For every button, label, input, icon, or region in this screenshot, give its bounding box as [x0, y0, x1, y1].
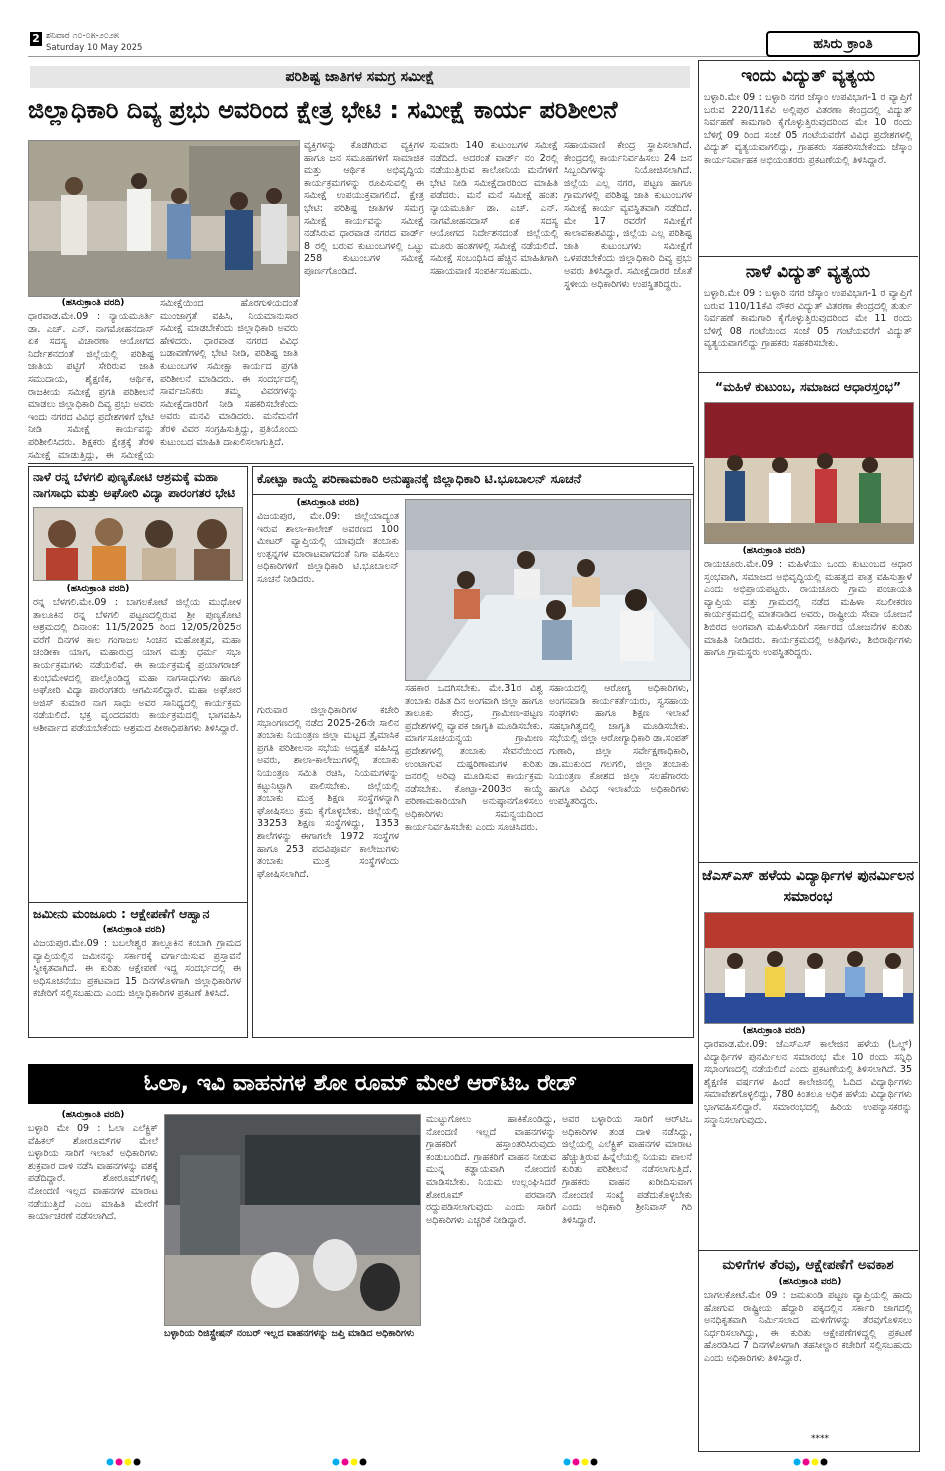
shops-credit: (ಹಸಿರುಕ್ರಾಂತಿ ವರದಿ): [778, 1277, 842, 1287]
kotpa-column-2: ಸಹಕಾರ ಒದಗಿಸಬೇಕು. ಮೇ.31ರ ವಿಶ್ವ ತಂಬಾಕು ರಹಿತ ದಿನ ಅಂಗವಾಗಿ ಜಿಲ್ಲಾ ಹಾಗೂ ತಾಲೂಕು ಕೇಂದ್ರ, ಗ್ರಾಮೀಣ-ಪಟ್ಟಣ ಪ್ರದೇಶಗಳಲ್ಲಿ ವ್ಯಾಪಕ ಜಾಗೃತಿ ಮೂಡಿಸಬೇಕು. ಮಾರ್ಗಸೂಚಿಯನ್ವಯ ಗ್ರಾಮೀಣ ಪ್ರದೇಶಗಳಲ್ಲಿ ತಂಬಾಕು ಸೇವನೆಯಿಂದ ಉಂಟಾಗುವ ದುಷ್ಪರಿಣಾಮಗಳ ಕುರಿತು ಜನರಲ್ಲಿ ಅರಿವು ಮೂಡಿಸುವ ಕಾರ್ಯಕ್ರಮ ನಡೆಸಬೇಕು. ಕೋಟ್ಪಾ-2003ರ ಕಾಯ್ದೆ ಪರಿಣಾಮಕಾರಿಯಾಗಿ ಅನುಷ್ಠಾನಗೊಳಿಸಲು ಅಧಿಕಾರಿಗಳು ಸಮನ್ವಯದಿಂದ ಕಾರ್ಯನಿರ್ವಹಿಸಬೇಕು ಎಂದು ಸೂಚಿಸಿದರು.: [405, 683, 543, 833]
kotpa-lead-body: ವಿಜಯಪುರ, ಮೇ.09: ಜಿಲ್ಲೆಯಾದ್ಯಂತ ಇರುವ ಶಾಲಾ-ಕಾಲೇಜ್ ಅವರಣದ 100 ಮೀಟರ್ ವ್ಯಾಪ್ತಿಯಲ್ಲಿ ಯಾವುದೇ ತಂಬಾಕು ಉತ್ಪನ್ನಗಳ ಮಾರಾಟವಾಗದಂತೆ ನಿಗಾ ವಹಿಸಲು ಅಧಿಕಾರಿಗಳಿಗೆ ಜಿಲ್ಲಾಧಿಕಾರಿ ಟಿ.ಭೂಬಾಲನ್ ಸೂಚನೆ ನೀಡಿದರು.: [257, 511, 399, 585]
power1-body: ಬಳ್ಳಾರಿ.ಮೇ 09 : ಬಳ್ಳಾರಿ ನಗರ ಜೆಸ್ಕಾಂ ಉಪವಿಭಾಗ-1 ರ ವ್ಯಾಪ್ತಿಗೆ ಬರುವ 220/11ಕೆವಿ ಅಲ್ಲಿಪುರ ವಿತರಣಾ ಕೇಂದ್ರದಲ್ಲಿ ವಿದ್ಯುತ್ ನಿರ್ವಹಣೆ ಕಾಮಗಾರಿ ಕೈಗೊಳ್ಳುತ್ತಿರುವುದರಿಂದ ಮೇ 10 ರಂದು ಬೆಳಿಗ್ಗೆ 09 ರಿಂದ ಸಂಜೆ 05 ಗಂಟೆಯವರೆಗೆ ವಿವಿಧ ಪ್ರದೇಶಗಳಲ್ಲಿ ವಿದ್ಯುತ್ ವ್ಯತ್ಯಯವಾಗಲಿದ್ದು, ಗ್ರಾಹಕರು ಸಹಕರಿಸಬೇಕೆಂದು ಜೆಸ್ಕಾಂ ಕಾರ್ಯನಿರ್ವಾಹಕ ಅಭಿಯಂತರರು ಪ್ರಕಟಣೆಯಲ್ಲಿ ತಿಳಿಸಿದ್ದಾರೆ.: [704, 92, 912, 166]
ola-caption: ಬಳ್ಳಾರಿಯ ರಿಜಿಸ್ಟ್ರೇಷನ್ ನಂಬರ್ ಇಲ್ಲದ ವಾಹನಗಳನ್ನು ಜಪ್ತಿ ಮಾಡಿದ ಅಧಿಕಾರಿಗಳು: [164, 1328, 415, 1339]
rana-body: ರನ್ನ ಬೆಳಗಲಿ.ಮೇ.09 : ಬಾಗಲಕೋಟೆ ಜಿಲ್ಲೆಯ ಮುಧೋಳ ತಾಲೂಕಿನ ರನ್ನ ಬೆಳಗಲಿ ಪಟ್ಟಣದಲ್ಲಿರುವ ಶ್ರೀ ಪುಣ್ಯಕೋಟಿ ಆಶ್ರಮದಲ್ಲಿ ದಿನಾಂಕ: 11/5/2025 ರಿಂದ 12/05/2025ರ ವರೆಗೆ ದಿನಗಳ ಕಾಲ ಗಂಗಾಜಲ ಸಿಂಚನ ಮಹೋತ್ಸವ, ಮಹಾ ಚಂಡೀಕಾ ಯಾಗ, ಮಹಾರುದ್ರ ಯಾಗ ಮತ್ತು ಧರ್ಮ ಸಭಾ ಕಾರ್ಯಕ್ರಮಗಳು ನಡೆಯಲಿವೆ. ಈ ಕಾರ್ಯಕ್ರಮಕ್ಕೆ ಪ್ರಯಾಗರಾಜ್ ಕುಂಭಮೇಳದಲ್ಲಿ ಪಾಲ್ಗೊಂಡಿದ್ದ ಮಹಾ ನಾಗಸಾಧುಗಳು ಹಾಗೂ ಅಘೋರಿ ವಿದ್ಯಾ ಪಾರಂಗತರು ಆಗಮಿಸಲಿದ್ದಾರೆ. ಮಹಾ ಅಘೋರ ಅಜಿಸ್ ಕುಮಾರ ನಾಗ ಸಾಧು ಅವರ ಸಾನಿಧ್ಯದಲ್ಲಿ ಕಾರ್ಯಕ್ರಮ ನಡೆಯಲಿದೆ. ಭಕ್ತ ವೃಂದದವರು ಕಾರ್ಯಕ್ರಮದಲ್ಲಿ ಭಾಗವಹಿಸಿ ಆಶೀರ್ವಾದ ಪಡೆಯಬೇಕೆಂದು ಆಶ್ರಮದ ಪೀಠಾಧಿಪತಿಗಳು ತಿಳಿಸಿದ್ದಾರೆ.: [33, 597, 241, 734]
power1-headline: ಇಂದು ವಿದ್ಯುತ್ ವ್ಯತ್ಯಯ: [741, 66, 875, 86]
registration-marks: [0, 1452, 945, 1462]
lead-column-3: ವ್ಯಕ್ತಿಗಳನ್ನು ಕೊಡಗಿರುವ ವ್ಯಕ್ತಿಗಳ ಹಾಗೂ ಜನ ಸಮೂಹಗಳಿಗೆ ಸಾಮಾಜಿಕ ಮತ್ತು ಆರ್ಥಿಕ ಅಭಿವೃದ್ಧಿಯ ಕಾರ್ಯಕ್ರಮಗಳನ್ನು ರೂಪಿಸುವಲ್ಲಿ ಈ ಸಮೀಕ್ಷೆ ಉಪಯುಕ್ತವಾಗಲಿದೆ. ಕ್ಷೇತ್ರ ಭೇಟಿ: ಪರಿಶಿಷ್ಟ ಜಾತಿಗಳ ಸಮಗ್ರ ಸಮೀಕ್ಷೆ ಕಾರ್ಯವನ್ನು ಸಮೀಕ್ಷೆ ನಡೆಸಿರುವ ಧಾರವಾಡ ನಗರದ ವಾರ್ಡ್ 8 ರಲ್ಲಿ ಬರುವ ಕುಟುಂಬಗಳಲ್ಲಿ ಒಟ್ಟು 258 ಕುಟುಂಬಗಳ ಸಮೀಕ್ಷೆ ಪೂರ್ಣಗೊಂಡಿದೆ.: [304, 140, 424, 277]
registration-dots: [0, 1457, 945, 1467]
family-credit: (ಹಸಿರುಕ್ರಾಂತಿ ವರದಿ): [742, 546, 806, 556]
page-number: 2: [30, 32, 42, 46]
masthead: ಹಸಿರು ಕ್ರಾಂತಿ: [766, 31, 920, 57]
date-english: Saturday 10 May 2025: [46, 43, 143, 53]
ola-photo: [164, 1114, 421, 1326]
kotpa-headline: ಕೋಟ್ಪಾ ಕಾಯ್ದೆ ಪರಿಣಾಮಕಾರಿ ಅನುಷ್ಠಾನಕ್ಕೆ ಜಿಲ್ಲಾಧಿಕಾರಿ ಟಿ.ಭೂಬಾಲನ್ ಸೂಚನೆ: [257, 471, 582, 486]
shops-body: ಬಾಗಲಕೋಟೆ.ಮೇ 09 : ಜಮಖಂಡಿ ಪಟ್ಟಣ ವ್ಯಾಪ್ತಿಯಲ್ಲಿ ಹಾದು ಹೋಗುವ ರಾಷ್ಟ್ರೀಯ ಹೆದ್ದಾರಿ ಪಕ್ಕದಲ್ಲಿನ ಸರ್ಕಾರಿ ಜಾಗದಲ್ಲಿ ಅನಧಿಕೃತವಾಗಿ ನಿರ್ಮಿಸಲಾದ ಮಳಿಗೆಗಳನ್ನು ತೆರವುಗೊಳಿಸಲು ನಿರ್ಧರಿಸಲಾಗಿದ್ದು, ಈ ಕುರಿತು ಆಕ್ಷೇಪಣೆಗಳಿದ್ದಲ್ಲಿ ಪ್ರಕಟಣೆ ಹೊರಡಿಸಿದ 7 ದಿನಗಳೊಳಗಾಗಿ ತಹಸೀಲ್ದಾರ ಕಚೇರಿಗೆ ಸಲ್ಲಿಸಬಹುದು ಎಂದು ಅಧಿಕಾರಿಗಳು ತಿಳಿಸಿದ್ದಾರೆ.: [704, 1290, 912, 1364]
rana-photo-image: [34, 508, 242, 580]
family-body: ರಾಯಚೂರು.ಮೇ.09 : ಮಹಿಳೆಯು ಒಂದು ಕುಟುಂಬದ ಆಧಾರ ಸ್ತಂಭವಾಗಿ, ಸಮಾಜದ ಅಭಿವೃದ್ಧಿಯಲ್ಲಿ ಮಹತ್ವದ ಪಾತ್ರ ವಹಿಸುತ್ತಾಳೆ ಎಂದು ಅಭಿಪ್ರಾಯಪಟ್ಟರು. ರಾಯಚೂರು ಗ್ರಾಮ ಪಂಚಾಯತಿ ವ್ಯಾಪ್ತಿಯ ವತ್ತು ಗ್ರಾಮದಲ್ಲಿ ನಡೆದ ಮಹಿಳಾ ಸಬಲೀಕರಣ ಕಾರ್ಯಕ್ರಮದಲ್ಲಿ ಮಾತನಾಡಿದ ಅವರು, ರಾಷ್ಟ್ರೀಯ ಸೇವಾ ಯೋಜನೆ ಶಿಬಿರದ ಅಂಗವಾಗಿ ಮಹಿಳೆಯರಿಗೆ ಸರ್ಕಾರದ ಯೋಜನೆಗಳ ಕುರಿತು ಮಾಹಿತಿ ನೀಡಿದರು. ಕಾರ್ಯಕ್ರಮದಲ್ಲಿ ಅತಿಥಿಗಳು, ಶಿಬಿರಾರ್ಥಿಗಳು ಹಾಗೂ ಗ್ರಾಮಸ್ಥರು ಉಪಸ್ಥಿತರಿದ್ದರು.: [704, 559, 912, 659]
ola-headline: ಓಲಾ, ಇವಿ ವಾಹನಗಳ ಶೋ ರೂಮ್ ಮೇಲೆ ಆರ್‌ಟಿಒ ರೇಡ್: [143, 1071, 578, 1096]
divider: [698, 862, 918, 863]
power2-headline: ನಾಳೆ ವಿದ್ಯುತ್ ವ್ಯತ್ಯಯ: [745, 262, 871, 282]
kotpa-photo-image: [406, 500, 690, 680]
ola-photo-image: [165, 1115, 420, 1325]
family-headline: “ಮಹಿಳೆ ಕುಟುಂಬ, ಸಮಾಜದ ಆಧಾರಸ್ತಂಭ”: [714, 379, 902, 394]
land-headline: ಜಮೀನು ಮಂಜೂರು : ಆಕ್ಷೇಪಣೆಗೆ ಆಹ್ವಾನ: [33, 906, 210, 921]
shops-headline: ಮಳಿಗೆಗಳ ತೆರವು, ಆಕ್ಷೇಪಣೆಗೆ ಅವಕಾಶ: [722, 1257, 894, 1273]
kotpa-story: [252, 466, 694, 1038]
jss-photo-image: [705, 913, 913, 1023]
power2-body: ಬಳ್ಳಾರಿ.ಮೇ 09 : ಬಳ್ಳಾರಿ ನಗರ ಜೆಸ್ಕಾಂ ಉಪವಿಭಾಗ-1 ರ ವ್ಯಾಪ್ತಿಗೆ ಬರುವ 110/11ಕೆವಿ ನೌಕರ ವಿದ್ಯುತ್ ವಿತರಣಾ ಕೇಂದ್ರದಲ್ಲಿ ತುರ್ತು ನಿರ್ವಹಣೆ ಕಾಮಗಾರಿ ಕೈಗೊಳ್ಳುತ್ತಿರುವುದರಿಂದ ಮೇ 11 ರಂದು ಬೆಳಿಗ್ಗೆ 08 ಗಂಟೆಯಿಂದ ಸಂಜೆ 05 ಗಂಟೆಯವರೆಗೆ ವಿದ್ಯುತ್ ವ್ಯತ್ಯಯವಾಗಲಿದ್ದು ಗ್ರಾಹಕರು ಸಹಕರಿಸಬೇಕು.: [704, 288, 912, 350]
divider: [698, 1250, 918, 1251]
ola-column-3: ಅವರ ಬಳ್ಳಾರಿಯ ಸಾರಿಗೆ ಆರ್‌ಟಿಒ ಅಧಿಕಾರಿಗಳ ತಂಡ ದಾಳಿ ನಡೆಸಿದ್ದು, ಜಿಲ್ಲೆಯಲ್ಲಿ ಎಲೆಕ್ಟ್ರಿಕ್ ವಾಹನಗಳ ಮಾರಾಟ ಹೆಚ್ಚುತ್ತಿರುವ ಹಿನ್ನೆಲೆಯಲ್ಲಿ ನಿಯಮ ಪಾಲನೆ ಕುರಿತು ಪರಿಶೀಲನೆ ನಡೆಸಲಾಗುತ್ತಿದೆ. ಗ್ರಾಹಕರು ವಾಹನ ಖರೀದಿಸುವಾಗ ನೋಂದಣಿ ಸಂಖ್ಯೆ ಪಡೆದುಕೊಳ್ಳಬೇಕು ಎಂದು ಅಧಿಕಾರಿ ಶ್ರೀನಿವಾಸ್ ಗಿರಿ ತಿಳಿಸಿದ್ದಾರೆ.: [562, 1114, 692, 1226]
land-body: ವಿಜಯಪುರ.ಮೇ.09 : ಬಬಲೇಶ್ವರ ತಾಲ್ಲೂಕಿನ ಕಂಬಾಗಿ ಗ್ರಾಮದ ವ್ಯಾಪ್ತಿಯಲ್ಲಿನ ಜಮೀನನ್ನು ಸರ್ಕಾರಕ್ಕೆ ವರ್ಗಾಯಿಸುವ ಪ್ರಸ್ತಾವನೆ ಸ್ವೀಕೃತವಾಗಿದೆ. ಈ ಕುರಿತು ಆಕ್ಷೇಪಣೆ ಇದ್ದ ಸಂದರ್ಭದಲ್ಲಿ ಈ ಅಧಿಸೂಚನೆಯು ಪ್ರಕಟವಾದ 15 ದಿನಗಳೊಳಗಾಗಿ ಜಿಲ್ಲಾಧಿಕಾರಿಗಳ ಕಚೇರಿಗೆ ಸಲ್ಲಿಸಬಹುದು ಎಂದು ಜಿಲ್ಲಾಧಿಕಾರಿಗಳ ಪ್ರಕಟಣೆ ತಿಳಿಸಿದೆ.: [33, 938, 241, 1000]
lead-headline: ಜಿಲ್ಲಾಧಿಕಾರಿ ದಿವ್ಯ ಪ್ರಭು ಅವರಿಂದ ಕ್ಷೇತ್ರ ಭೇಟಿ : ಸಮೀಕ್ಷೆ ಕಾರ್ಯ ಪರಿಶೀಲನೆ: [28, 96, 618, 124]
divider: [253, 494, 693, 495]
kotpa-column-1: ಗುರುವಾರ ಜಿಲ್ಲಾಧಿಕಾರಿಗಳ ಕಚೇರಿ ಸಭಾಂಗಣದಲ್ಲಿ ನಡೆದ 2025-26ನೇ ಸಾಲಿನ ತಂಬಾಕು ನಿಯಂತ್ರಣ ಜಿಲ್ಲಾ ಮಟ್ಟದ ತ್ರೈಮಾಸಿಕ ಪ್ರಗತಿ ಪರಿಶೀಲನಾ ಸಭೆಯ ಅಧ್ಯಕ್ಷತೆ ವಹಿಸಿದ್ದ ಅವರು, ಶಾಲಾ-ಕಾಲೇಜುಗಳಲ್ಲಿ ತಂಬಾಕು ನಿಯಂತ್ರಣ ಸಮಿತಿ ರಚಿಸಿ, ನಿಯಮಗಳನ್ನು ಕಟ್ಟುನಿಟ್ಟಾಗಿ ಪಾಲಿಸಬೇಕು. ಜಿಲ್ಲೆಯಲ್ಲಿ ತಂಬಾಕು ಮುಕ್ತ ಶಿಕ್ಷಣ ಸಂಸ್ಥೆಗಳನ್ನಾಗಿ ಘೋಷಿಸಲು ಕ್ರಮ ಕೈಗೊಳ್ಳಬೇಕು. ಜಿಲ್ಲೆಯಲ್ಲಿ 33253 ಶಿಕ್ಷಣ ಸಂಸ್ಥೆಗಳಿದ್ದು, 1353 ಶಾಲೆಗಳನ್ನು ಈಗಾಗಲೇ 1972 ಸಂಸ್ಥೆಗಳ ಹಾಗೂ 253 ಪದವಿಪೂರ್ವ ಕಾಲೇಜುಗಳು ತಂಬಾಕು ಮುಕ್ತ ಸಂಸ್ಥೆಗಳೆಂದು ಘೋಷಿಸಲಾಗಿದೆ.: [257, 705, 399, 880]
lead-kicker: ಪರಿಶಿಷ್ಟ ಜಾತಿಗಳ ಸಮಗ್ರ ಸಮೀಕ್ಷೆ: [30, 66, 690, 88]
family-photo-image: [705, 403, 913, 543]
rana-credit: (ಹಸಿರುಕ್ರಾಂತಿ ವರದಿ): [66, 584, 130, 594]
lead-credit: (ಹಸಿರುಕ್ರಾಂತಿ ವರದಿ): [61, 298, 125, 308]
jss-headline: ಜೆಎಸ್‌ಎಸ್ ಹಳೆಯ ವಿದ್ಯಾರ್ಥಿಗಳ ಪುನರ್ಮಿಲನ ಸಮಾರಂಭ: [702, 868, 914, 905]
divider: [28, 463, 693, 464]
jss-photo: [704, 912, 914, 1024]
date-local: ಶನಿವಾರ ೧೦-೦೫-೨೦೨೫: [46, 31, 119, 41]
lead-column-1: ಧಾರವಾಡ.ಮೇ.09 : ನ್ಯಾಯಮೂರ್ತಿ ಡಾ. ಎಚ್. ಎನ್. ನಾಗಮೋಹನದಾಸ್ ಏಕ ಸದಸ್ಯ ವಿಚಾರಣಾ ಆಯೋಗದ ನಿರ್ದೇಶನದಂತೆ ಜಿಲ್ಲೆಯಲ್ಲಿ ಪರಿಶಿಷ್ಟ ಜಾತಿಯ ಪಟ್ಟಿಗೆ ಸೇರಿರುವ ಜಾತಿ ಸಮುದಾಯ, ಶೈಕ್ಷಣಿಕ, ಆರ್ಥಿಕ, ರಾಜಕೀಯ ಸಮೀಕ್ಷೆ ಪ್ರಗತಿ ಪರಿಶೀಲನೆ ಮಾಡಲು ಜಿಲ್ಲಾಧಿಕಾರಿ ದಿವ್ಯ ಪ್ರಭು ಅವರು ಇಂದು ನಗರದ ವಿವಿಧ ಪ್ರದೇಶಗಳಿಗೆ ಭೇಟಿ ನೀಡಿ ಸಮೀಕ್ಷೆ ಕಾರ್ಯವನ್ನು ಪರಿಶೀಲಿಸಿದರು. ಶಿಕ್ಷಕರು ಕ್ಷೇತ್ರಕ್ಕೆ ತೆರಳಿ ಸಮೀಕ್ಷೆ ಮಾಡುತ್ತಿದ್ದು, ಈ ಸಮೀಕ್ಷೆಯ: [28, 311, 154, 461]
divider: [698, 256, 918, 257]
lead-column-2: ಸಮೀಕ್ಷೆಯಿಂದ ಹೊರಗುಳಿಯದಂತೆ ಮುಂಜಾಗ್ರತೆ ವಹಿಸಿ, ನಿಯಮಾನುಸಾರ ಸಮೀಕ್ಷೆ ಮಾಡಬೇಕೆಂದು ಜಿಲ್ಲಾಧಿಕಾರಿ ಅವರು ಹೇಳಿದರು. ಧಾರವಾಡ ನಗರದ ವಿವಿಧ ಬಡಾವಣೆಗಳಲ್ಲಿ ಭೇಟಿ ನೀಡಿ, ಪರಿಶಿಷ್ಟ ಜಾತಿ ಕುಟುಂಬಗಳ ಸಮೀಕ್ಷಾ ಕಾರ್ಯದ ಪ್ರಗತಿ ಪರಿಶೀಲನೆ ಮಾಡಿದರು. ಈ ಸಂದರ್ಭದಲ್ಲಿ ಸಾರ್ವಜನಿಕರು ತಮ್ಮ ವಿವರಗಳನ್ನು ಸಮೀಕ್ಷೆದಾರರಿಗೆ ನೀಡಿ ಸಹಕರಿಸಬೇಕೆಂದು ಅವರು ಮನವಿ ಮಾಡಿದರು. ಮನೆಮನೆಗೆ ತೆರಳಿ ವಿವರ ಸಂಗ್ರಹಿಸುತ್ತಿದ್ದು, ಪ್ರತಿಯೊಂದು ಕುಟುಂಬದ ಮಾಹಿತಿ ದಾಖಲಿಸಲಾಗುತ್ತಿದೆ.: [160, 298, 298, 448]
rana-photo: [33, 507, 243, 581]
end-mark: ****: [811, 1434, 829, 1444]
jss-credit: (ಹಸಿರುಕ್ರಾಂತಿ ವರದಿ): [742, 1026, 806, 1036]
divider: [698, 372, 918, 373]
kotpa-credit: (ಹಸಿರುಕ್ರಾಂತಿ ವರದಿ): [296, 498, 360, 508]
lead-column-5: ಸಹಾಯವಾಣಿ ಕೇಂದ್ರ ಸ್ಥಾಪಿಸಲಾಗಿದೆ. ಕೇಂದ್ರದಲ್ಲಿ ಕಾರ್ಯನಿರ್ವಹಿಸಲು 24 ಜನ ಸಿಬ್ಬಂದಿಗಳನ್ನು ನಿಯೋಜಿಸಲಾಗಿದೆ. ಜಿಲ್ಲೆಯ ಎಲ್ಲ ನಗರ, ಪಟ್ಟಣ ಹಾಗೂ ಗ್ರಾಮಗಳಲ್ಲಿ ಪರಿಶಿಷ್ಟ ಜಾತಿ ಕುಟುಂಬಗಳ ಸಮೀಕ್ಷೆ ಕಾರ್ಯ ವ್ಯವಸ್ಥಿತವಾಗಿ ನಡೆದಿದೆ. ಮೇ 17 ರವರೆಗೆ ಸಮೀಕ್ಷೆಗೆ ಕಾಲಾವಕಾಶವಿದ್ದು, ಜಿಲ್ಲೆಯ ಎಲ್ಲ ಪರಿಶಿಷ್ಟ ಜಾತಿ ಕುಟುಂಬಗಳು ಸಮೀಕ್ಷೆಗೆ ಒಳಪಡಬೇಕೆಂದು ಜಿಲ್ಲಾಧಿಕಾರಿ ದಿವ್ಯ ಪ್ರಭು ಅವರು ತಿಳಿಸಿದ್ದಾರೆ. ಸಮೀಕ್ಷೆದಾರರ ಜೊತೆ ಸ್ಥಳೀಯ ಅಧಿಕಾರಿಗಳು ಉಪಸ್ಥಿತರಿದ್ದರು.: [564, 140, 692, 290]
family-photo: [704, 402, 914, 544]
land-credit: (ಹಸಿರುಕ್ರಾಂತಿ ವರದಿ): [102, 925, 166, 935]
rana-story: [28, 466, 248, 1038]
lead-photo-image: [29, 141, 299, 296]
kotpa-photo: [405, 499, 691, 681]
lead-photo: [28, 140, 300, 297]
jss-body: ಧಾರವಾಡ.ಮೇ.09: ಜೆಎಸ್‌ಎಸ್ ಕಾಲೇಜಿನ ಹಳೆಯ (ಓಲ್ಡ್) ವಿದ್ಯಾರ್ಥಿಗಳ ಪುನರ್ಮಿಲನ ಸಮಾರಂಭ ಮೇ 10 ರಂದು ಸನ್ನಿಧಿ ಸಭಾಂಗಣದಲ್ಲಿ ನಡೆಯಲಿದೆ ಎಂದು ಪ್ರಕಟಣೆಯಲ್ಲಿ ತಿಳಿಸಲಾಗಿದೆ. 35 ಶೈಕ್ಷಣಿಕ ವರ್ಷಗಳ ಹಿಂದೆ ಕಾಲೇಜಿನಲ್ಲಿ ಓದಿದ ವಿದ್ಯಾರ್ಥಿಗಳು ಸಮಾವೇಶಗೊಳ್ಳಲಿದ್ದು, 780 ಕಿಂತಲೂ ಅಧಿಕ ಹಳೆಯ ವಿದ್ಯಾರ್ಥಿಗಳು ಭಾಗವಹಿಸಲಿದ್ದಾರೆ. ಸಮಾರಂಭದಲ್ಲಿ ಹಿರಿಯ ಉಪನ್ಯಾಸಕರನ್ನು ಸನ್ಮಾನಿಸಲಾಗುವುದು.: [704, 1039, 912, 1126]
divider: [29, 902, 247, 903]
ola-column-1: ಬಳ್ಳಾರಿ ಮೇ 09 : ಓಲಾ ಎಲೆಕ್ಟ್ರಿಕ್ ವೆಹಿಕಲ್ ಶೋರೂಮ್‌ಗಳ ಮೇಲೆ ಬಳ್ಳಾರಿಯ ಸಾರಿಗೆ ಇಲಾಖೆ ಅಧಿಕಾರಿಗಳು ಶುಕ್ರವಾರ ದಾಳಿ ನಡೆಸಿ ವಾಹನಗಳನ್ನು ವಶಕ್ಕೆ ಪಡೆದಿದ್ದಾರೆ. ಶೋರೂಮ್‌ಗಳಲ್ಲಿ ನೋಂದಣಿ ಇಲ್ಲದ ವಾಹನಗಳ ಮಾರಾಟ ನಡೆಯುತ್ತಿದೆ ಎಂಬ ಮಾಹಿತಿ ಮೇರೆಗೆ ಕಾರ್ಯಾಚರಣೆ ನಡೆಸಲಾಗಿದೆ.: [28, 1123, 158, 1223]
lead-column-4: ಸುಮಾರು 140 ಕುಟುಂಬಗಳ ಸಮೀಕ್ಷೆ ನಡೆದಿದೆ. ಅದರಂತೆ ವಾರ್ಡ್ ನಂ 2ರಲ್ಲಿ ನಡೆಯುತ್ತಿರುವ ಕಾಲೋನಿಯ ಮನೆಗಳಿಗೆ ಭೇಟಿ ನೀಡಿ ಸಮೀಕ್ಷೆದಾರರಿಂದ ಮಾಹಿತಿ ಪಡೆದರು. ಮನೆ ಮನೆ ಸಮೀಕ್ಷೆ ಹಂತ: ನ್ಯಾಯಮೂರ್ತಿ ಡಾ. ಎಚ್. ಎನ್. ನಾಗಮೋಹನದಾಸ್ ಏಕ ಸದಸ್ಯ ಆಯೋಗದ ನಿರ್ದೇಶನದಂತೆ ಜಿಲ್ಲೆಯಲ್ಲಿ ಮೂರು ಹಂತಗಳಲ್ಲಿ ಸಮೀಕ್ಷೆ ನಡೆಯಲಿದೆ. ಸಮೀಕ್ಷೆ ಸಂಬಂಧಿಸಿದ ಹೆಚ್ಚಿನ ಮಾಹಿತಿಗಾಗಿ ಸಹಾಯವಾಣಿ ಸಂಪರ್ಕಿಸಬಹುದು.: [430, 140, 558, 277]
ola-column-3b: [164, 1360, 419, 1444]
rana-headline: ನಾಳೆ ರನ್ನ ಬೆಳಗಲಿ ಪುಣ್ಯಕೋಟಿ ಆಶ್ರಮಕ್ಕೆ ಮಹಾ ನಾಗಸಾಧು ಮತ್ತು ಅಘೋರಿ ವಿದ್ಯಾ ಪಾರಂಗತರ ಭೇಟಿ: [33, 470, 236, 500]
ola-credit: (ಹಸಿರುಕ್ರಾಂತಿ ವರದಿ): [61, 1110, 125, 1120]
ola-column-2: ಮುಟ್ಟುಗೋಲು ಹಾಕಿಕೊಂಡಿದ್ದು, ನೋಂದಣಿ ಇಲ್ಲದೆ ವಾಹನಗಳನ್ನು ಗ್ರಾಹಕರಿಗೆ ಹಸ್ತಾಂತರಿಸಿರುವುದು ಕಂಡುಬಂದಿದೆ. ಗ್ರಾಹಕರಿಗೆ ವಾಹನ ನೀಡುವ ಮುನ್ನ ಕಡ್ಡಾಯವಾಗಿ ನೋಂದಣಿ ಮಾಡಿಸಬೇಕು. ನಿಯಮ ಉಲ್ಲಂಘಿಸಿದರೆ ಶೋರೂಮ್ ಪರವಾನಗಿ ರದ್ದುಪಡಿಸಲಾಗುವುದು ಎಂದು ಸಾರಿಗೆ ಅಧಿಕಾರಿಗಳು ಎಚ್ಚರಿಕೆ ನೀಡಿದ್ದಾರೆ.: [426, 1114, 556, 1226]
kotpa-column-3: ಸಹಾಯದಲ್ಲಿ ಆರೋಗ್ಯ ಅಧಿಕಾರಿಗಳು, ಅಂಗನವಾಡಿ ಕಾರ್ಯಕರ್ತೆಯರು, ಸ್ವಸಹಾಯ ಸಂಘಗಳು ಹಾಗೂ ಶಿಕ್ಷಣ ಇಲಾಖೆ ಸಹಭಾಗಿತ್ವದಲ್ಲಿ ಜಾಗೃತಿ ಮೂಡಿಸಬೇಕು. ಸಭೆಯಲ್ಲಿ ಜಿಲ್ಲಾ ಆರೋಗ್ಯಾಧಿಕಾರಿ ಡಾ.ಸಂಪತ್ ಗುಣಾರಿ, ಜಿಲ್ಲಾ ಸರ್ವೇಕ್ಷಣಾಧಿಕಾರಿ, ಡಾ.ಮುಕುಂದ ಗಲಗಲಿ, ಜಿಲ್ಲಾ ತಂಬಾಕು ನಿಯಂತ್ರಣ ಕೋಶದ ಜಿಲ್ಲಾ ಸಲಹೆಗಾರರು ಹಾಗೂ ವಿವಿಧ ಇಲಾಖೆಯ ಅಧಿಕಾರಿಗಳು ಉಪಸ್ಥಿತರಿದ್ದರು.: [549, 683, 689, 808]
